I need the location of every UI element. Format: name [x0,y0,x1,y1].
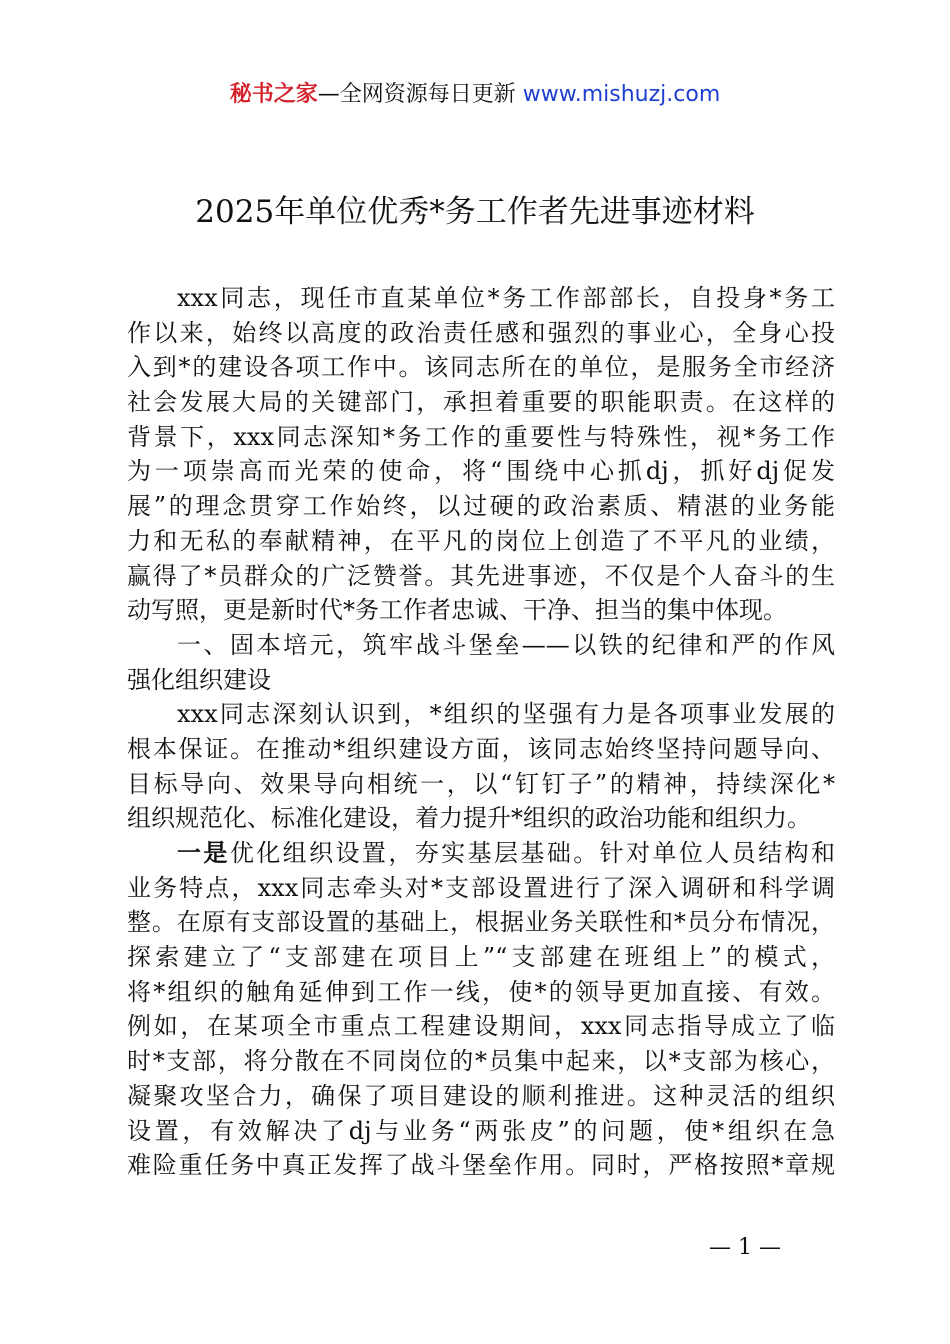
text-line: 整。在原有支部设置的基础上，根据业务关联性和*员分布情况， [127,908,835,937]
text-line: 目标导向、效果导向相统一，以“钉钉子”的精神，持续深化* [127,769,835,798]
section-heading: 强化组织建设 [127,665,271,694]
text-line [127,836,835,871]
page-number: — 1 — [709,1235,781,1260]
text-line: 根本保证。在推动*组织建设方面，该同志始终坚持问题导向、 [127,734,835,763]
text-line: xxx同志深刻认识到，*组织的坚强有力是各项事业发展的 [177,700,835,729]
text-line: 力和无私的奉献精神，在平凡的岗位上创造了不平凡的业绩， [127,526,835,555]
document-title: 2025年单位优秀*务工作者先进事迹材料 [195,194,755,230]
site-header [0,80,950,110]
section-heading: 一、固本培元，筑牢战斗堡垒——以铁的纪律和严的作风 [177,630,835,659]
text-span: 优化组织设置，夯实基层基础。针对单位人员结构和 [229,839,836,867]
text-line: 为一项崇高而光荣的使命，将“围绕中心抓dj，抓好dj促发 [127,457,835,486]
text-line: 作以来，始终以高度的政治责任感和强烈的事业心，全身心投 [127,318,835,347]
text-line: xxx同志，现任市直某单位*务工作部部长，自投身*务工 [177,284,835,312]
bold-lead: 一是 [177,838,230,867]
text-line: 展”的理念贯穿工作始终，以过硬的政治素质、精湛的业务能 [127,492,835,521]
text-line: 背景下，xxx同志深知*务工作的重要性与特殊性，视*务工作 [127,422,835,451]
text-line: 社会发展大局的关键部门，承担着重要的职能职责。在这样的 [127,388,835,417]
text-line: 例如，在某项全市重点工程建设期间，xxx同志指导成立了临 [127,1012,835,1041]
text-line: 将*组织的触角延伸到工作一线，使*的领导更加直接、有效。 [127,977,835,1006]
site-tagline: —全网资源每日更新 [317,82,523,107]
text-line: 时*支部，将分散在不同岗位的*员集中起来，以*支部为核心， [127,1047,835,1076]
site-url[interactable]: www.mishuzj.com [522,82,721,107]
text-line: 凝聚攻坚合力，确保了项目建设的顺利推进。这种灵活的组织 [127,1081,835,1110]
text-line: 组织规范化、标准化建设，着力提升*组织的政治功能和组织力。 [127,804,811,833]
text-line: 动写照，更是新时代*务工作者忠诚、干净、担当的集中体现。 [127,596,787,625]
text-line: 难险重任务中真正发挥了战斗堡垒作用。同时，严格按照*章规 [127,1151,835,1180]
text-line: 设置，有效解决了dj与业务“两张皮”的问题，使*组织在急 [127,1116,835,1145]
document-body [127,281,835,1183]
text-line: 入到*的建设各项工作中。该同志所在的单位，是服务全市经济 [127,353,835,382]
text-line: 探索建立了“支部建在项目上”“支部建在班组上”的模式， [127,943,835,972]
site-brand: 秘书之家 [229,82,318,107]
text-line: 业务特点，xxx同志牵头对*支部设置进行了深入调研和科学调 [127,873,835,902]
text-line: 赢得了*员群众的广泛赞誉。其先进事迹，不仅是个人奋斗的生 [127,561,835,590]
